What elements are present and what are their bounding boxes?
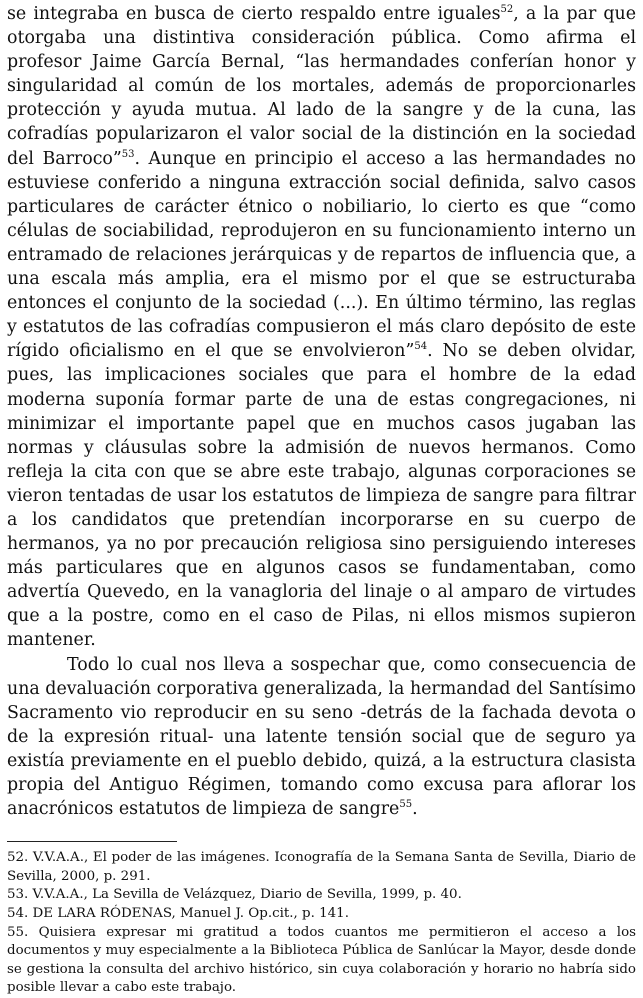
paragraph-text: , a la par que otorgaba una distintiva consideración pública. Como afirma el profesor Jaime García Bernal, “las hermandades conferían honor y singularidad al común de los mortales, además de proporcionarles protección y ayuda mutua. Al lado de la sangre y de la cuna, las cofradías popularizaron el valor social de la distinción en la sociedad del Barroco” [7, 4, 636, 169]
footnote-ref-55[interactable]: 55 [399, 799, 413, 811]
footnotes [7, 849, 636, 998]
body-text [7, 2, 636, 821]
paragraph-text: . Aunque en principio el acceso a las hermandades no estuviese conferido a ninguna extracción social definida, salvo casos particulares de carácter étnico o nobiliario, lo cierto es que “como células de sociabilidad, reprodujeron en su funcionamiento interno un entramado de relaciones jerárquicas y de repartos de influencia que, a una escala más amplia, era el mismo por el que se estructuraba entonces el conjunto de la sociedad (...). En último término, las reglas y estatutos de las cofradías compusieron el más claro depósito de este rígido oficialismo en el que se envolvieron” [7, 148, 636, 362]
paragraph-1 [7, 2, 636, 653]
paragraph-text: . No se deben olvidar, pues, las implicaciones sociales que para el hombre de la edad moderna suponía formar parte de una de estas congregaciones, ni minimizar el importante papel que en muchos casos jugaban las normas y cláusulas sobre la admisión de nuevos hermanos. Como refleja la cita con que se abre este trabajo, algunas corporaciones se vieron tentadas de usar los estatutos de limpieza de sangre para filtrar a los candidatos que pretendían incorporarse en su cuerpo de hermanos, ya no por precaución religiosa sino persiguiendo intereses más particulares que en algunos casos se fundamentaban, como advertía Quevedo, en la vanagloria del linaje o al amparo de virtudes que a la postre, como en el caso de Pilas, ni ellos mismos supieron mantener. [7, 341, 636, 651]
footnote-52: 52. V.V.A.A., El poder de las imágenes. Iconografía de la Semana Santa de Sevilla, Diario de Sevilla, 2000, p. 291. [7, 850, 636, 884]
footnote-divider [7, 841, 177, 842]
footnote-ref-52[interactable]: 52 [500, 4, 514, 16]
footnote-53: 53. V.V.A.A., La Sevilla de Velázquez, Diario de Sevilla, 1999, p. 40. [7, 887, 462, 903]
paragraph-text: se integraba en busca de cierto respaldo entre iguales [7, 4, 501, 24]
document-page [7, 2, 636, 998]
paragraph-2 [7, 653, 636, 822]
footnote-ref-54[interactable]: 54 [414, 341, 428, 353]
footnote-54: 54. DE LARA RÓDENAS, Manuel J. Op.cit., p. 141. [7, 905, 349, 921]
footnote-55: 55. Quisiera expresar mi gratitud a todos cuantos me permitieron el acceso a los documentos y muy especialmente a la Biblioteca Pública de Sanlúcar la Mayor, desde donde se gestiona la consulta del archivo histórico, sin cuya colaboración y horario no habría sido posible llevar a cabo este trabajo. [7, 924, 636, 996]
paragraph-text: . [412, 799, 418, 820]
paragraph-text: Todo lo cual nos lleva a sospechar que, como consecuencia de una devaluación corporativa generalizada, la hermandad del Santísimo Sacramento vio reproducir en su seno -detrás de la fachada devota o de la expresión ritual- una latente tensión social que de seguro ya existía previamente en el pueblo debido, quizá, a la estructura clasista propia del Antiguo Régimen, tomando como excusa para aflorar los anacrónicos estatutos de limpieza de sangre [7, 654, 636, 820]
footnote-ref-53[interactable]: 53 [121, 148, 135, 160]
